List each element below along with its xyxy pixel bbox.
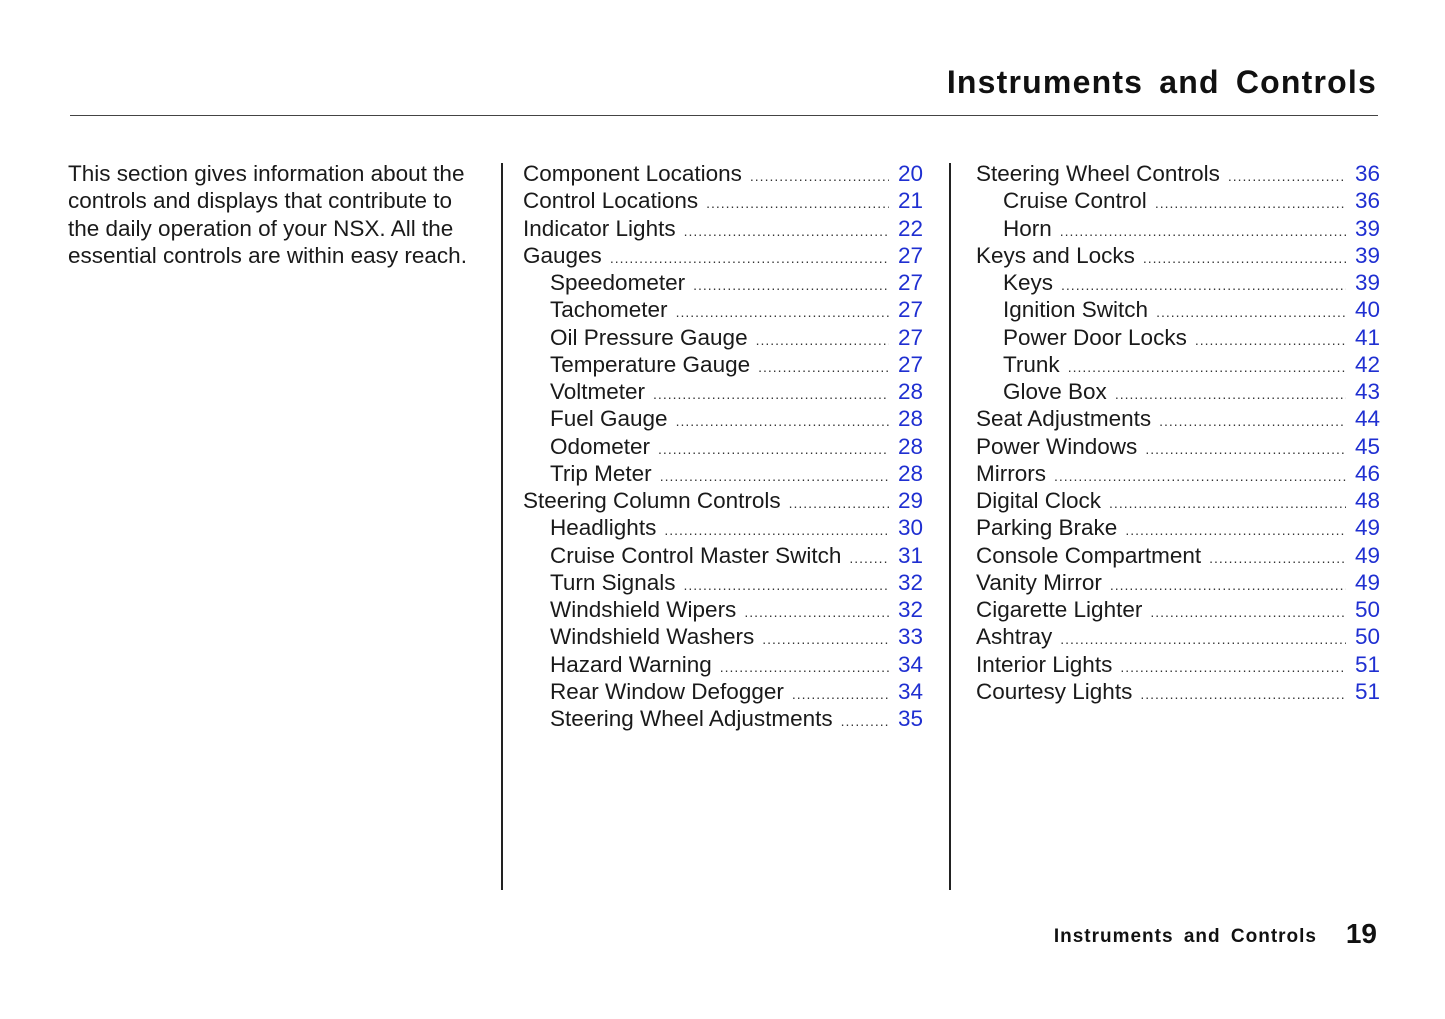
toc-entry[interactable] [523, 487, 923, 514]
toc-entry-page-link[interactable]: 32 [897, 569, 923, 595]
dot-leader [1140, 681, 1346, 708]
toc-entry-page-link[interactable]: 45 [1354, 433, 1380, 459]
toc-entry-label: Rear Window Defogger [550, 678, 784, 704]
toc-entry-label: Seat Adjustments [976, 406, 1152, 432]
toc-entry-page-link[interactable]: 33 [897, 624, 923, 650]
toc-entry[interactable] [523, 542, 923, 569]
dot-leader [660, 463, 889, 490]
toc-entry-page-link[interactable]: 51 [1354, 678, 1380, 704]
toc-entry-label: Windshield Washers [550, 624, 755, 650]
toc-entry[interactable] [976, 596, 1380, 623]
dot-leader [1061, 272, 1346, 299]
dot-leader [693, 272, 889, 299]
toc-entry-page-link[interactable]: 48 [1354, 488, 1380, 513]
dot-leader [1195, 327, 1346, 354]
toc-entry-label: Console Compartment [976, 542, 1202, 568]
toc-entry-page-link[interactable]: 39 [1354, 242, 1380, 268]
toc-entry-label: Oil Pressure Gauge [550, 324, 748, 350]
toc-entry[interactable] [976, 296, 1380, 323]
toc-entry[interactable] [976, 324, 1380, 351]
toc-entry-label: Indicator Lights [523, 215, 676, 241]
dot-leader [756, 327, 889, 354]
toc-entry-page-link[interactable]: 44 [1354, 406, 1380, 432]
intro-paragraph: This section gives information about the controls and displays that contribute to the daily operation of your NSX. All the essential controls are within easy reach. [68, 161, 467, 268]
toc-entry-page-link[interactable]: 49 [1354, 542, 1380, 568]
dot-leader [1115, 381, 1346, 408]
toc-entry[interactable] [523, 324, 923, 351]
dot-leader [841, 708, 889, 735]
column-divider-right [949, 163, 951, 890]
dot-leader [1145, 436, 1346, 463]
toc-entry[interactable] [523, 433, 923, 460]
toc-entry-page-link[interactable]: 27 [897, 351, 923, 377]
toc-column-2 [976, 160, 1380, 705]
toc-entry-label: Steering Wheel Adjustments [550, 706, 833, 731]
toc-entry-page-link[interactable]: 40 [1354, 297, 1380, 323]
toc-entry-page-link[interactable]: 22 [897, 215, 923, 241]
toc-entry-label: Component Locations [523, 161, 742, 186]
dot-leader [1060, 218, 1346, 245]
dot-leader [1228, 163, 1346, 190]
toc-entry-page-link[interactable]: 34 [897, 651, 923, 677]
dot-leader [1155, 190, 1346, 217]
toc-entry[interactable] [523, 514, 923, 541]
toc-entry[interactable] [523, 242, 923, 269]
toc-entry-page-link[interactable]: 32 [897, 597, 923, 622]
toc-entry-page-link[interactable]: 27 [897, 270, 923, 295]
toc-entry[interactable] [523, 596, 923, 623]
dot-leader [684, 218, 889, 245]
toc-entry-label: Power Windows [976, 433, 1138, 459]
dot-leader [1110, 572, 1346, 599]
toc-entry[interactable] [523, 187, 923, 214]
toc-entry-label: Vanity Mirror [976, 569, 1102, 595]
toc-entry[interactable] [523, 378, 923, 405]
toc-entry-label: Digital Clock [976, 488, 1102, 513]
dot-leader [1109, 490, 1346, 517]
toc-entry[interactable] [976, 215, 1380, 242]
toc-entry[interactable] [976, 542, 1380, 569]
toc-entry[interactable] [976, 514, 1380, 541]
dot-leader [1209, 545, 1346, 572]
toc-entry-page-link[interactable]: 49 [1354, 515, 1380, 541]
dot-leader [744, 599, 889, 626]
toc-entry-page-link[interactable]: 34 [897, 678, 923, 704]
toc-entry-page-link[interactable]: 42 [1354, 351, 1380, 377]
toc-entry[interactable] [976, 651, 1380, 678]
toc-entry-label: Ashtray [976, 624, 1053, 650]
footer-page-number: 19 [1345, 918, 1377, 949]
dot-leader [664, 517, 889, 544]
toc-entry[interactable] [976, 405, 1380, 432]
toc-entry-page-link[interactable]: 27 [897, 324, 923, 350]
toc-entry-label: Interior Lights [976, 651, 1113, 677]
toc-entry-page-link[interactable]: 28 [897, 433, 923, 459]
toc-entry-label: Control Locations [523, 188, 699, 214]
dot-leader [1156, 299, 1346, 326]
toc-entry-label: Headlights [550, 515, 657, 541]
toc-entry[interactable] [523, 623, 923, 650]
dot-leader [720, 654, 889, 681]
toc-entry-page-link[interactable]: 36 [1354, 161, 1380, 186]
toc-entry-page-link[interactable]: 31 [897, 542, 923, 568]
page-title: Instruments and Controls [946, 64, 1377, 100]
toc-entry[interactable] [523, 460, 923, 487]
toc-entry-label: Gauges [523, 242, 602, 268]
dot-leader [683, 572, 889, 599]
toc-entry[interactable] [976, 460, 1380, 487]
toc-entry-label: Keys and Locks [976, 242, 1135, 268]
toc-entry[interactable] [523, 296, 923, 323]
toc-entry-label: Speedometer [550, 270, 686, 295]
toc-column-1 [523, 160, 923, 732]
dot-leader [676, 408, 889, 435]
toc-entry[interactable] [523, 160, 923, 187]
toc-entry[interactable] [523, 215, 923, 242]
toc-entry[interactable] [523, 678, 923, 705]
toc-entry-page-link[interactable]: 39 [1354, 215, 1380, 241]
toc-entry-page-link[interactable]: 27 [897, 297, 923, 323]
dot-leader [1060, 626, 1346, 653]
toc-entry[interactable] [976, 242, 1380, 269]
toc-entry-page-link[interactable]: 36 [1354, 188, 1380, 214]
toc-entry-label: Voltmeter [550, 379, 646, 404]
toc-entry-label: Tachometer [550, 297, 668, 323]
toc-entry-label: Hazard Warning [550, 651, 712, 677]
footer-section-label: Instruments and Controls [1053, 926, 1317, 947]
dot-leader [1120, 654, 1346, 681]
toc-entry[interactable] [976, 269, 1380, 296]
toc-entry-label: Mirrors [976, 460, 1046, 486]
toc-entry-page-link[interactable]: 51 [1354, 651, 1380, 677]
dot-leader [658, 436, 889, 463]
column-divider-left [501, 163, 503, 890]
toc-entry-page-link[interactable]: 20 [897, 161, 923, 186]
toc-entry-page-link[interactable]: 46 [1354, 460, 1380, 486]
dot-leader [792, 681, 889, 708]
toc-entry-page-link[interactable]: 29 [897, 488, 923, 513]
toc-entry-label: Odometer [550, 433, 651, 459]
toc-entry[interactable] [523, 269, 923, 296]
toc-entry[interactable] [523, 351, 923, 378]
toc-entry[interactable] [976, 487, 1380, 514]
toc-entry-page-link[interactable]: 39 [1354, 270, 1380, 295]
dot-leader [1159, 408, 1346, 435]
toc-entry[interactable] [976, 160, 1380, 187]
toc-entry-page-link[interactable]: 49 [1354, 569, 1380, 595]
dot-leader [762, 626, 889, 653]
dot-leader [1068, 354, 1346, 381]
toc-entry[interactable] [976, 351, 1380, 378]
toc-entry[interactable] [976, 433, 1380, 460]
dot-leader [1143, 245, 1346, 272]
toc-entry-label: Fuel Gauge [550, 406, 668, 432]
toc-entry-page-link[interactable]: 28 [897, 379, 923, 404]
toc-entry-page-link[interactable]: 43 [1354, 379, 1380, 404]
toc-entry-label: Horn [1003, 215, 1052, 241]
toc-entry[interactable] [976, 378, 1380, 405]
dot-leader [610, 245, 889, 272]
toc-entry-label: Cruise Control [1003, 188, 1147, 214]
toc-entry[interactable] [523, 405, 923, 432]
toc-entry-label: Steering Wheel Controls [976, 161, 1220, 186]
toc-entry[interactable] [976, 187, 1380, 214]
toc-entry-label: Windshield Wipers [550, 597, 737, 622]
toc-entry-page-link[interactable]: 28 [897, 460, 923, 486]
title-rule [70, 115, 1378, 116]
dot-leader [1054, 463, 1346, 490]
toc-entry-page-link[interactable]: 30 [897, 515, 923, 541]
toc-entry-label: Steering Column Controls [523, 488, 781, 513]
toc-entry-page-link[interactable]: 35 [897, 706, 923, 731]
toc-entry[interactable] [523, 651, 923, 678]
toc-entry[interactable] [976, 678, 1380, 705]
toc-entry-label: Keys [1003, 270, 1054, 295]
toc-entry-label: Turn Signals [550, 569, 676, 595]
dot-leader [676, 299, 889, 326]
dot-leader [789, 490, 889, 517]
toc-entry-label: Courtesy Lights [976, 678, 1133, 704]
toc-entry-page-link[interactable]: 28 [897, 406, 923, 432]
toc-entry-label: Ignition Switch [1003, 297, 1149, 323]
toc-entry-label: Cruise Control Master Switch [550, 542, 842, 568]
toc-entry-page-link[interactable]: 21 [897, 188, 923, 214]
toc-entry-page-link[interactable]: 50 [1354, 624, 1380, 650]
toc-entry-label: Parking Brake [976, 515, 1118, 541]
toc-entry-page-link[interactable]: 27 [897, 242, 923, 268]
toc-entry[interactable] [523, 705, 923, 732]
toc-entry-page-link[interactable]: 41 [1354, 324, 1380, 350]
dot-leader [750, 163, 889, 190]
dot-leader [653, 381, 889, 408]
toc-entry-label: Power Door Locks [1003, 324, 1187, 350]
toc-entry-label: Cigarette Lighter [976, 597, 1143, 622]
toc-entry[interactable] [523, 569, 923, 596]
dot-leader [849, 545, 889, 572]
dot-leader [758, 354, 889, 381]
toc-entry[interactable] [976, 569, 1380, 596]
toc-entry-label: Trip Meter [550, 460, 652, 486]
toc-entry[interactable] [976, 623, 1380, 650]
toc-entry-label: Trunk [1003, 351, 1060, 377]
toc-entry-label: Temperature Gauge [550, 351, 751, 377]
dot-leader [1150, 599, 1346, 626]
toc-entry-page-link[interactable]: 50 [1354, 597, 1380, 622]
toc-entry-label: Glove Box [1003, 379, 1107, 404]
dot-leader [1125, 517, 1346, 544]
dot-leader [706, 190, 889, 217]
